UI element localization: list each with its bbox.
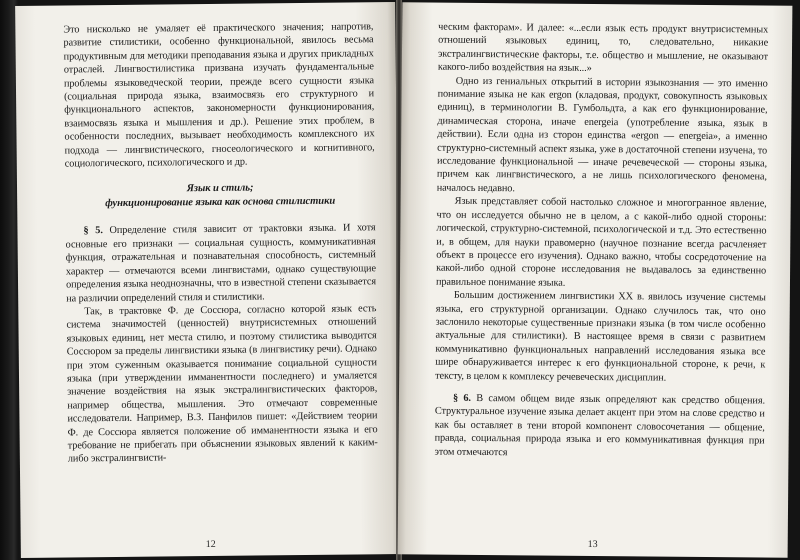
- left-paragraph-2: [65, 222, 376, 306]
- section-heading-line-1: Язык и стиль;: [186, 182, 254, 195]
- left-page-text: [63, 20, 378, 466]
- left-paragraph-3: Так, в трактовке Ф. де Соссюра, согласно которой язык есть система значимостей (ценностей) внутрисистемных отношений языковых единиц, нет места стилю, и поэтому стилистика выводится Соссюром за пределы лингвистики языка (в лингвистику речи). Однако при этом суженным оказывается понимание социальной сущности языка (при утверждении имманентности последнего) и умаляется значение воздействия на язык экстралингвистических факторов, например общества, мышления. Это отмечают современные исследователи. Например, В.З. Панфилов пишет: «Действием теории Ф. де Соссюра является положение об имманентности языка и его требование не прибегать при объяснении языковых явлений к каким-либо экстралингвисти-: [66, 303, 378, 465]
- left-page: [15, 2, 401, 558]
- section-mark-5: § 5.: [83, 225, 103, 237]
- right-page-text: [434, 21, 768, 462]
- left-paragraph-2-text: Определение стиля зависит от трактовки языка. И хотя основные его признаки — социальная сущность, коммуникативная функция, отражательная и познавательная способность, системный характер — отмечаются всеми лингвистами, однако существующие определения языка неоднозначны, что в известной степени сказывается на различии определений стиля и стилистики.: [65, 222, 377, 304]
- right-paragraph-5: [434, 392, 765, 462]
- right-page: [398, 2, 793, 557]
- right-paragraph-1: ческим факторам». И далее: «...если язык есть продукт внутрисистемных отношений языковых единиц, то, следовательно, никакие экстралингвистические факторы, т.е. общество и мышление, не оказывают какого-либо воздействия на язык...»: [437, 21, 769, 75]
- left-paragraph-1: Это нисколько не умаляет её практического значения; напротив, развитие стилистики, особенно функциональной, явилось весьма продуктивным для методики преподавания языка и других прикладных отраслей. Лингвостилистика призвана изучать фундаментальные проблемы языковедческой теории, прежде всего сущности языка (социальная природа языка, взаимосвязь его структурного и функционального аспектов, закономерности функционирования, взаимосвязь языка и мышления и др.). Решение этих проблем, в особенности последних, вызывает необходимость комплексного их подхода — лингвистического, гносеологического и когнитивного, социологического, психологического и др.: [63, 21, 375, 170]
- right-paragraph-2: Одно из гениальных открытий в истории языкознания — это именно понимание языка не как ergon (кладовая, продукт, совокупность языковых единиц), в терминологии В. Гумбольдта, а как его функционирование, динамическая сторона, иначе energeia (употребление языка, язык в действии). Если одна из сторон единства «ergon — energeia», а именно структурно-системный аспект языка, уже в достаточной степени изучена, то исследование функциональной — иначе речевеческой — стороны языка, причем как лингвистического, а не лишь психологического феномена, началось недавно.: [436, 75, 768, 195]
- right-paragraph-4: Большим достижением лингвистики XX в. явилось изучение системы языка, его структурной организации. Однако случилось так, что оно заслонило некоторые существенные признаки языка (в том числе особенно актуальные для стилистики). В настоящее время в связи с развитием коммуникативно функциональных направлений исследования языка все шире обнаруживается интерес к его функциональной стороне, к речи, к тексту, в целом к комплексу речевеческих дисциплин.: [435, 289, 766, 384]
- left-page-number: 12: [205, 538, 216, 551]
- right-page-number: 13: [587, 538, 598, 551]
- section-mark-6: § 6.: [452, 392, 471, 404]
- right-paragraph-5-text: В самом общем виде язык определяют как средство общения. Структуральное изучение языка делает акцент при этом на слове средство и как бы оставляет в тени второй компонент словосочетания — общение, правда, социальная природа языка и его коммуникативная функция при этом отмечаются: [434, 392, 765, 458]
- right-paragraph-3: Язык представляет собой настолько сложное и многогранное явление, что он исследуется обычно не в целом, а с какой-либо одной стороны: логической, структурно-системной, психологической и т.д. Это естественно и, в общем, для науки правомерно (научное познание всегда расчленяет объект в процессе его изучения). Однако важно, чтобы сосредоточение на какой-либо одной стороне исследования не выдавалось за единственно правильное понимание языка.: [435, 196, 767, 289]
- section-heading: [65, 181, 375, 212]
- section-heading-line-2: функционирование языка как основа стилистики: [105, 196, 336, 210]
